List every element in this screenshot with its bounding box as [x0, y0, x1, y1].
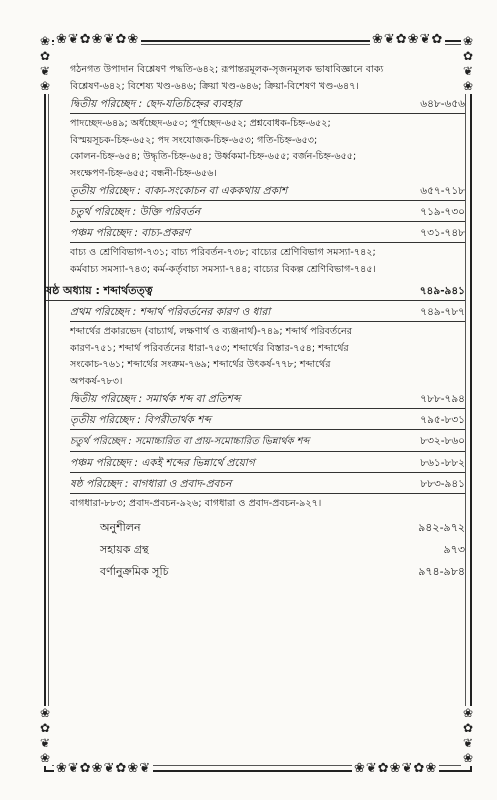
floral-ornament-icon: ❀ ✿ ❦ ❀	[39, 34, 51, 93]
divider	[70, 221, 465, 222]
divider	[70, 472, 465, 473]
entry-title: চতুর্থ পরিচ্ছেদ : উক্তি পরিবর্তন	[70, 206, 201, 218]
floral-ornament-icon: ❀❦✿❀❦✿	[372, 32, 444, 47]
appendix-title: সহায়ক গ্রন্থ	[100, 542, 149, 556]
entry-pages: ৭৮৮-৭৯৪	[420, 393, 465, 405]
appendix-pages: ৯৭৩	[443, 542, 465, 556]
appendix-title: অনুশীলন	[100, 520, 141, 534]
toc-entry[interactable]	[70, 203, 465, 221]
floral-ornament-icon: ❀❦✿❀❦✿❀	[56, 32, 140, 47]
subtopic-line: শব্দার্থের প্রকারভেদ (বাচ্যার্থ, লক্ষণার্থ ও ব্যঞ্জনার্থ)-৭৪৯; শব্দার্থ পরিবর্তনের	[70, 326, 353, 337]
intro-line: বিশ্লেষণ-৬৪২; বিশেষ্য খণ্ড-৬৪৬; ক্রিয়া খণ্ড-৬৪৬; ক্রিয়া-বিশেষণ খণ্ড-৬৪৭।	[70, 80, 359, 92]
floral-ornament-icon: ❀❦✿❀❦✿❀❦	[56, 761, 152, 776]
divider	[70, 321, 465, 322]
toc-entry[interactable]	[70, 303, 465, 321]
subtopic-line: কর্মবাচ্য সমস্যা-৭৪৩; কর্ম-কর্তৃবাচ্য সমস্যা-৭৪৪; বাচ্যের বিকল্প শ্রেণিবিভাগ-৭৪৫।	[70, 263, 376, 275]
entry-title: প্রথম পরিচ্ছেদ : শব্দার্থ পরিবর্তনের কারণ ও ধারা	[70, 306, 271, 318]
entry-pages: ৭৯৫-৮৩১	[420, 414, 465, 426]
toc-entry[interactable]	[70, 411, 465, 429]
entry-title: চতুর্থ পরিচ্ছেদ : সমোচ্চারিত বা প্রায়-সমোচ্চারিত ভিন্নার্থক শব্দ	[70, 436, 310, 447]
toc-entry[interactable]	[70, 224, 465, 242]
appendix-pages: ৯৪২-৯৭২	[418, 520, 465, 534]
subtopic-line: বিস্ময়সূচক-চিহ্ন-৬৫২; পদ সংযোজক-চিহ্ন-৬৫৩; গতি-চিহ্ন-৬৫৩;	[70, 134, 318, 146]
entry-pages: ৮৮৩-৯৪১	[420, 478, 465, 490]
subtopic-line: বাচ্য ও শ্রেণিবিভাগ-৭৩১; বাচ্য পরিবর্তন-৭৩৮; বাচ্যের শ্রেণিবিভাগ সমস্যা-৭৪২;	[70, 247, 376, 258]
appendix-entry[interactable]	[70, 517, 465, 539]
divider	[70, 200, 465, 201]
subtopic-line: অপকর্ষ-৭৮৩।	[70, 375, 123, 387]
entry-title: দ্বিতীয় পরিচ্ছেদ : ছেদ-যতিচিহ্নের ব্যবহার	[70, 98, 242, 110]
subtopic-line: কারণ-৭৫১; শব্দার্থ পরিবর্তনের ধারা-৭৫৩; শব্দার্থের বিস্তার-৭৫৪; শব্দার্থের	[70, 342, 349, 354]
divider	[70, 113, 465, 114]
toc-entry[interactable]	[70, 432, 465, 451]
entry-pages: ৮৩২-৮৬০	[420, 435, 465, 447]
chapter-pages: ৭৪৯-৯৪১	[419, 285, 465, 297]
subtopic-line: পাদচ্ছেদ-৬৪৯; অর্ধচ্ছেদ-৬৫০; পূর্ণচ্ছেদ-৬৫২; প্রশ্নবোধক-চিহ্ন-৬৫২;	[70, 118, 331, 129]
divider	[70, 429, 465, 430]
entry-title: পঞ্চম পরিচ্ছেদ : বাচ্য-প্রকরণ	[70, 227, 190, 239]
entry-title: ষষ্ঠ পরিচ্ছেদ : বাগধারা ও প্রবাদ-প্রবচন	[70, 478, 232, 490]
entry-pages: ৭৪৯-৭৮৭	[420, 306, 465, 318]
subtopic-line: সংক্ষেপণ-চিহ্ন-৬৫৫; বন্ধনী-চিহ্ন-৬৫৬।	[70, 167, 217, 179]
divider	[70, 493, 465, 494]
entry-pages: ৭১৯-৭৩০	[420, 206, 465, 218]
appendix-entry[interactable]	[70, 561, 465, 583]
entry-pages: ৬৫৭-৭১৮	[420, 185, 465, 197]
chapter-title: ষষ্ঠ অধ্যায় : শব্দার্থতত্ত্ব	[46, 284, 153, 297]
subtopic-line: বাগধারা-৮৮৩; প্রবাদ-প্রবচন-৯২৬; বাগধারা ও প্রবাদ-প্রবচন-৯২৭।	[70, 498, 322, 509]
divider	[46, 300, 465, 301]
floral-ornament-icon: ❀ ✿ ❦ ❀	[39, 706, 51, 765]
floral-ornament-icon: ❀ ✿ ❦ ❀	[462, 34, 474, 93]
toc-entry[interactable]	[70, 390, 465, 408]
divider	[70, 408, 465, 409]
entry-title: পঞ্চম পরিচ্ছেদ : একই শব্দের ভিন্নার্থে প্রয়োগ	[70, 457, 255, 469]
entry-pages: ৭৩১-৭৪৮	[420, 227, 465, 239]
appendix-title: বর্ণানুক্রমিক সূচি	[100, 564, 169, 578]
subtopic-line: কোলন-চিহ্ন-৬৫৪; উদ্ধৃতি-চিহ্ন-৬৫৪; উর্ধ্বকমা-চিহ্ন-৬৫৫; বর্জন-চিহ্ন-৬৫৫;	[70, 151, 357, 162]
toc-entry[interactable]	[70, 475, 465, 493]
entry-title: দ্বিতীয় পরিচ্ছেদ : সমার্থক শব্দ বা প্রতিশব্দ	[70, 393, 241, 405]
toc-content	[46, 62, 465, 583]
floral-ornament-icon: ❀❦✿❀❦✿❀	[354, 761, 438, 776]
subtopic-line: সংকোচ-৭৬১; শব্দার্থের সংক্রম-৭৬৯; শব্দার্থের উৎকর্ষ-৭৭৮; শব্দার্থের	[70, 359, 331, 370]
entry-title: তৃতীয় পরিচ্ছেদ : বিপরীতার্থক শব্দ	[70, 414, 211, 426]
entry-title: তৃতীয় পরিচ্ছেদ : বাক্য-সংকোচন বা এককথায় প্রকাশ	[70, 185, 288, 197]
divider	[70, 451, 465, 452]
entry-pages: ৬৪৮-৬৫৬	[420, 98, 465, 110]
appendix-entry[interactable]	[70, 539, 465, 561]
divider	[70, 242, 465, 243]
entry-pages: ৮৬১-৮৮২	[420, 457, 465, 469]
appendix-pages: ৯৭৪-৯৮৪	[418, 564, 465, 578]
floral-ornament-icon: ❀ ✿ ❦ ❀	[462, 706, 474, 765]
intro-line: গঠনগত উপাদান বিশ্লেষণ পদ্ধতি-৬৪২; রূপান্তরমূলক-সৃজনমূলক ভাষাবিজ্ঞানে বাক্য	[70, 64, 384, 75]
toc-entry[interactable]	[70, 182, 465, 200]
toc-entry[interactable]	[70, 95, 465, 113]
toc-entry[interactable]	[70, 454, 465, 472]
chapter-entry[interactable]	[46, 282, 465, 300]
